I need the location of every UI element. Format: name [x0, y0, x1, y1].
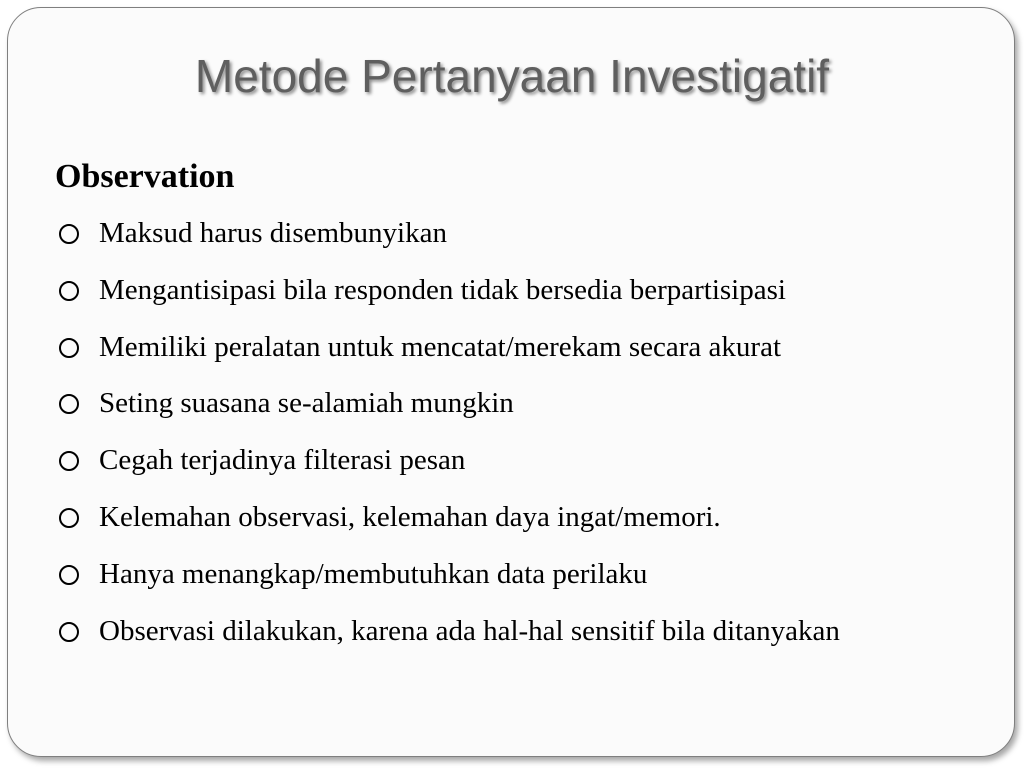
list-item: [55, 608, 995, 655]
list-item-text: Hanya menangkap/membutuhkan data perilaku: [99, 557, 648, 590]
list-item-text: Kelemahan observasi, kelemahan daya ingat/memori.: [99, 500, 721, 533]
list-item-text: Memiliki peralatan untuk mencatat/merekam secara akurat: [99, 330, 781, 363]
list-item: [55, 380, 995, 427]
bullet-list: [55, 210, 995, 655]
circle-outline-icon: [59, 338, 79, 358]
list-item-text: Cegah terjadinya filterasi pesan: [99, 444, 466, 477]
list-item: [55, 324, 995, 371]
section-heading: Observation: [55, 158, 235, 195]
list-item: [55, 210, 995, 257]
list-item: [55, 437, 995, 484]
circle-outline-icon: [59, 394, 79, 414]
list-item: [55, 494, 995, 541]
list-item-text: Observasi dilakukan, karena ada hal-hal sensitif bila ditanyakan: [99, 614, 840, 647]
circle-outline-icon: [59, 451, 79, 471]
slide-title: Metode Pertanyaan Investigatif: [194, 50, 830, 102]
list-item: [55, 551, 995, 598]
list-item-text: Mengantisipasi bila responden tidak bersedia berpartisipasi: [99, 273, 786, 306]
circle-outline-icon: [59, 622, 79, 642]
circle-outline-icon: [59, 224, 79, 244]
list-item-text: Seting suasana se-alamiah mungkin: [99, 387, 514, 420]
circle-outline-icon: [59, 508, 79, 528]
slide-content: [55, 150, 995, 664]
circle-outline-icon: [59, 281, 79, 301]
list-item-text: Maksud harus disembunyikan: [99, 217, 447, 249]
circle-outline-icon: [59, 565, 79, 585]
list-item: [55, 267, 995, 314]
